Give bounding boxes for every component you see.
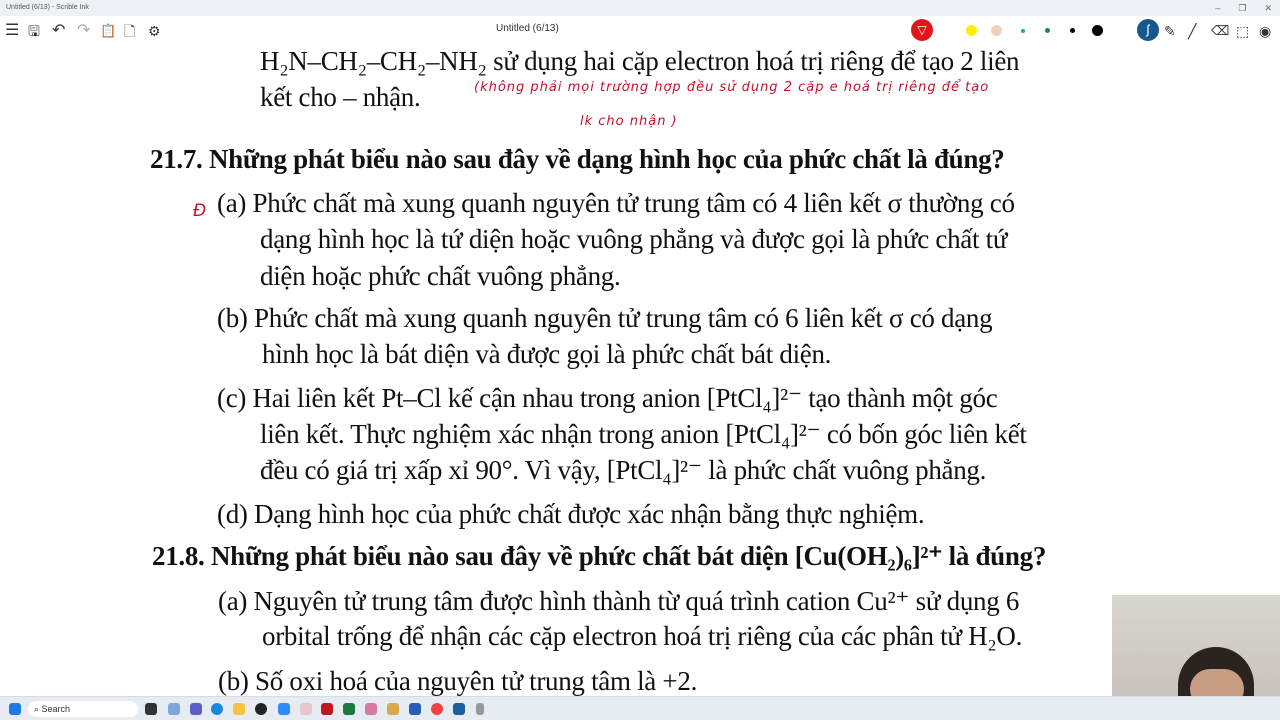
- app-icon[interactable]: [387, 703, 399, 715]
- word-icon[interactable]: [409, 703, 421, 715]
- option-d: (d) Dạng hình học của phức chất được xác nhận bằng thực nghiệm.: [217, 499, 925, 529]
- text-line: diện hoặc phức chất vuông phẳng.: [260, 261, 621, 291]
- weather-icon[interactable]: [168, 703, 180, 715]
- settings-icon[interactable]: ⚙: [148, 23, 161, 39]
- menu-icon[interactable]: ☰: [5, 22, 20, 39]
- ink-to-shape-icon[interactable]: ʃ: [1137, 19, 1159, 41]
- app-icon[interactable]: [300, 703, 312, 715]
- pen-black-large[interactable]: [1092, 25, 1103, 36]
- option-b: (b) Phức chất mà xung quanh nguyên tử trung tâm có 6 liên kết σ có dạng: [217, 303, 993, 333]
- text-line: dạng hình học là tứ diện hoặc vuông phẳng và được gọi là phức chất tứ: [260, 224, 1008, 254]
- windows-start-icon[interactable]: [9, 703, 21, 715]
- text-line: đều có giá trị xấp xỉ 90°. Vì vậy, [PtCl₄]²⁻ là phức chất vuông phẳng.: [260, 455, 987, 485]
- window-title: Untitled (6/13) - Scrible Ink: [6, 4, 89, 11]
- text-line: orbital trống để nhận các cặp electron hoá trị riêng của các phân tử H₂O.: [262, 621, 1023, 651]
- close-button[interactable]: ✕: [1264, 3, 1272, 13]
- eraser-icon[interactable]: ⌫: [1211, 23, 1230, 38]
- task-view-icon[interactable]: [145, 703, 157, 715]
- toolbar: [0, 16, 1280, 46]
- excel-icon[interactable]: [343, 703, 355, 715]
- option-a: (a) Phức chất mà xung quanh nguyên tử trung tâm có 4 liên kết σ thường có: [217, 188, 1015, 218]
- pen-red-highlighter[interactable]: ▽: [911, 19, 933, 41]
- chrome-icon[interactable]: [431, 703, 443, 715]
- ruler-icon[interactable]: ✎: [1164, 23, 1176, 39]
- redo-icon[interactable]: ↷: [77, 22, 91, 39]
- pen-black-small[interactable]: [1070, 28, 1075, 33]
- selection-icon[interactable]: ⬚: [1236, 23, 1250, 39]
- pen-skin[interactable]: [991, 25, 1002, 36]
- handwritten-note: (không phải mọi trường hợp đều sử dụng 2 cặp e hoá trị riêng để tạo: [474, 80, 990, 95]
- paste-icon[interactable]: 📋: [100, 23, 117, 38]
- text-line: kết cho – nhận.: [260, 82, 421, 112]
- title-bar: [0, 0, 1280, 16]
- option-c: (c) Hai liên kết Pt–Cl kế cận nhau trong anion [PtCl₄]²⁻ tạo thành một góc: [217, 383, 998, 413]
- zoom-icon[interactable]: [278, 703, 290, 715]
- file-explorer-icon[interactable]: [233, 703, 245, 715]
- maximize-button[interactable]: ❐: [1238, 3, 1247, 13]
- teams-icon[interactable]: [190, 703, 202, 715]
- undo-icon[interactable]: ↶: [52, 22, 66, 39]
- pen-yellow[interactable]: [966, 25, 977, 36]
- webcam-overlay: [1112, 595, 1280, 696]
- question-21-8: 21.8. Những phát biểu nào sau đây về phức chất bát diện [Cu(OH₂)₆]²⁺ là đúng?: [152, 541, 1047, 571]
- document-page[interactable]: [0, 46, 1280, 696]
- search-label: Search: [41, 704, 71, 714]
- app-icon[interactable]: [476, 703, 484, 715]
- pen-green[interactable]: [1045, 28, 1050, 33]
- acrobat-icon[interactable]: [321, 703, 333, 715]
- line-tool-icon[interactable]: ╱: [1188, 23, 1197, 39]
- app-icon[interactable]: [365, 703, 377, 715]
- taskbar: [0, 696, 1280, 720]
- edge-icon[interactable]: [211, 703, 223, 715]
- option-b: (b) Số oxi hoá của nguyên tử trung tâm là +2.: [218, 666, 698, 696]
- minimize-button[interactable]: –: [1215, 3, 1221, 13]
- handwritten-mark: Đ: [193, 201, 208, 221]
- document-title: Untitled (6/13): [496, 23, 559, 34]
- save-icon[interactable]: 🖫: [28, 23, 40, 39]
- option-a: (a) Nguyên tử trung tâm được hình thành từ quá trình cation Cu²⁺ sử dụng 6: [218, 586, 1020, 616]
- search-icon: ⌕: [34, 704, 42, 714]
- pen-green-small[interactable]: [1021, 29, 1025, 33]
- app-icon[interactable]: [255, 703, 267, 715]
- scrible-ink-icon[interactable]: [453, 703, 465, 715]
- person-face: [1190, 669, 1244, 696]
- handwritten-note: lk cho nhận ): [580, 114, 678, 129]
- question-21-7: 21.7. Những phát biểu nào sau đây về dạng hình học của phức chất là đúng?: [150, 144, 1005, 174]
- text-line: hình học là bát diện và được gọi là phức chất bát diện.: [262, 339, 832, 369]
- text-line: H₂N–CH₂–CH₂–NH₂ sử dụng hai cặp electron hoá trị riêng để tạo 2 liên: [260, 46, 1020, 76]
- view-icon[interactable]: ◉: [1259, 23, 1272, 39]
- taskbar-search[interactable]: [28, 701, 138, 717]
- text-line: liên kết. Thực nghiệm xác nhận trong anion [PtCl₄]²⁻ có bốn góc liên kết: [260, 419, 1027, 449]
- new-page-icon[interactable]: 🗋: [124, 23, 136, 39]
